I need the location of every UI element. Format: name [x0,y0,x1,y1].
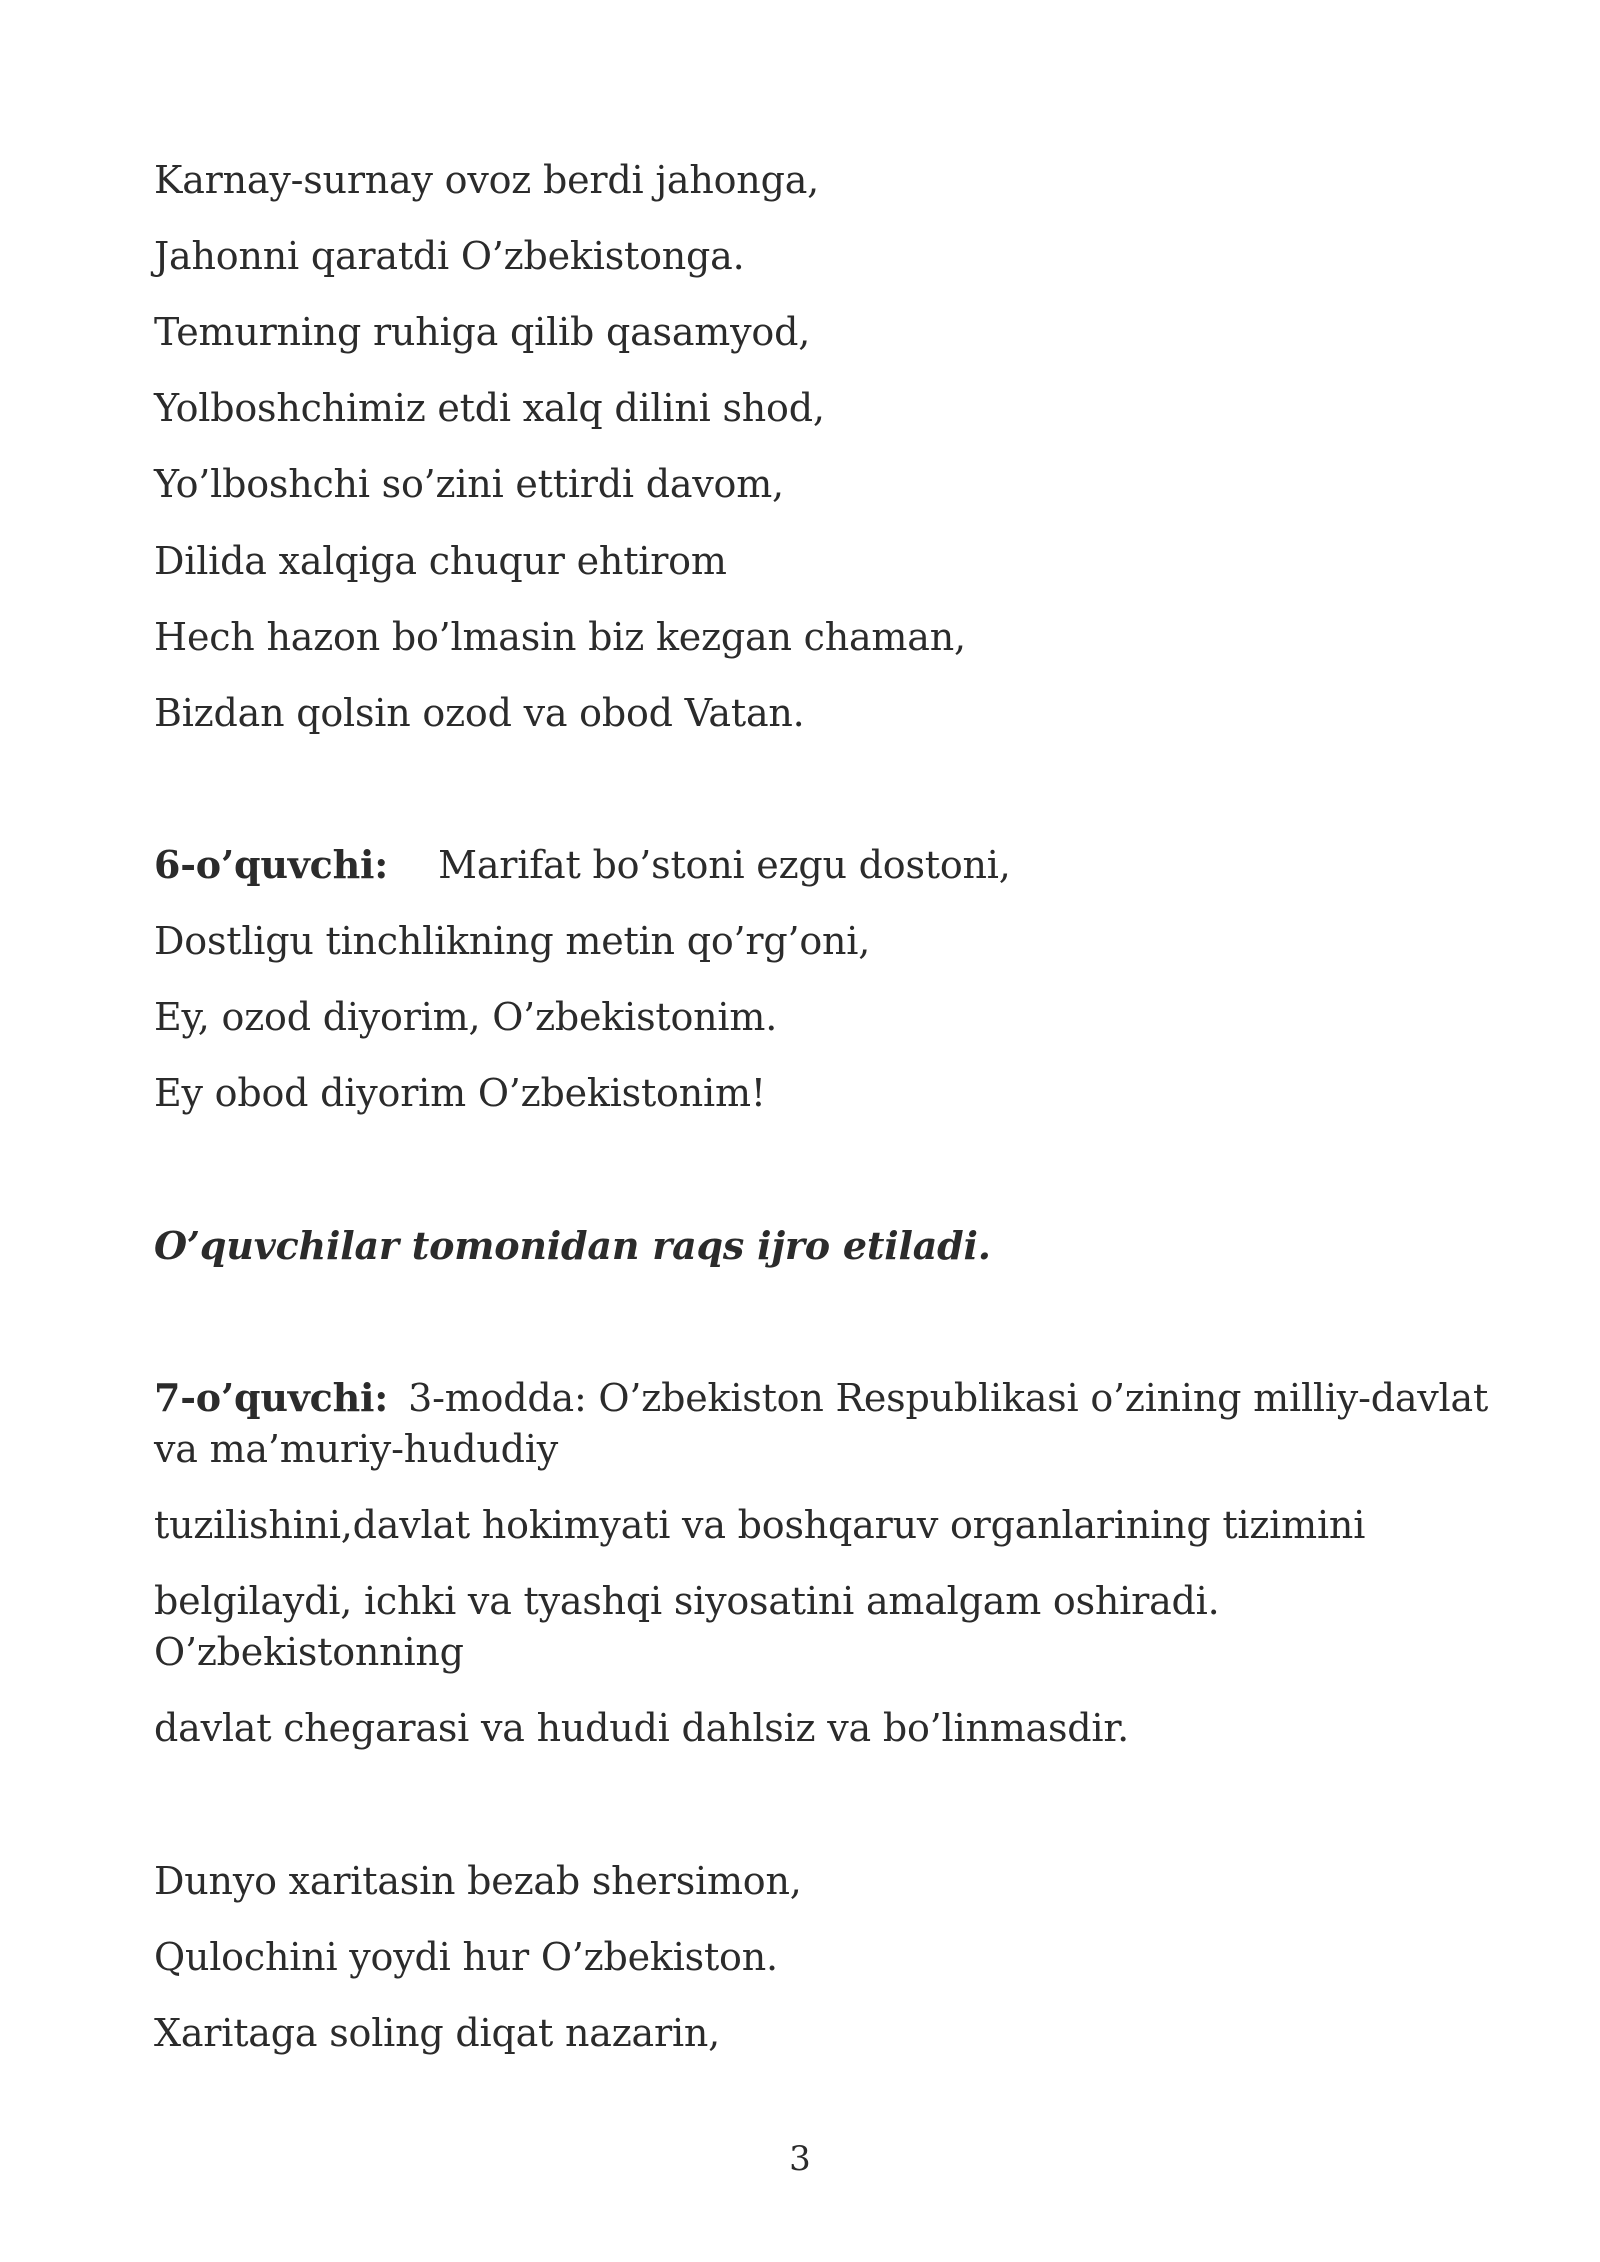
reader-7-first-line [154,1373,1488,1423]
prose-line: tuzilishini,davlat hokimyati va boshqaruv organlarining tizimini [154,1503,1366,1547]
speaker-label: 7-o’quvchi: [154,1375,389,1420]
prose-line: belgilaydi, ichki va tyashqi siyosatini amalgam oshiradi. [154,1579,1220,1623]
poem-line: Yo’lboshchi so’zini ettirdi davom, [154,462,784,506]
poem-line: Jahonni qaratdi O’zbekistonga. [154,234,745,278]
poem-line: Temurning ruhiga qilib qasamyod, [154,310,811,354]
poem-line: Bizdan qolsin ozod va obod Vatan. [154,691,805,735]
poem-line: Hech hazon bo’lmasin biz kezgan chaman, [154,615,966,659]
poem-line: Qulochini yoydi hur O’zbekiston. [154,1935,778,1979]
page-number: 3 [789,2139,811,2179]
poem-line: Ey obod diyorim O’zbekistonim! [154,1071,766,1115]
poem-line: Dunyo xaritasin bezab shersimon, [154,1859,802,1903]
speaker-label: 6-o’quvchi: [154,842,389,887]
reader-6-first-line [154,840,1011,890]
poem-line: Ey, ozod diyorim, O’zbekistonim. [154,995,778,1039]
stage-direction: O’quvchilar tomonidan raqs ijro etiladi. [154,1223,991,1268]
prose-line: O’zbekistonning [154,1630,464,1674]
poem-line: Dostligu tinchlikning metin qo’rg’oni, [154,919,871,963]
poem-line: Marifat bo’stoni ezgu dostoni, [438,843,1011,887]
poem-line: Yolboshchimiz etdi xalq dilini shod, [154,386,825,430]
prose-line: davlat chegarasi va hududi dahlsiz va bo’linmasdir. [154,1706,1130,1750]
poem-line: Dilida xalqiga chuqur ehtirom [154,539,727,583]
poem-line: Xaritaga soling diqat nazarin, [154,2011,721,2055]
poem-line: Karnay-surnay ovoz berdi jahonga, [154,158,820,202]
prose-line: va ma’muriy-hududiy [154,1427,558,1471]
prose-line: 3-modda: O’zbekiston Respublikasi o’zining milliy-davlat [408,1376,1489,1420]
